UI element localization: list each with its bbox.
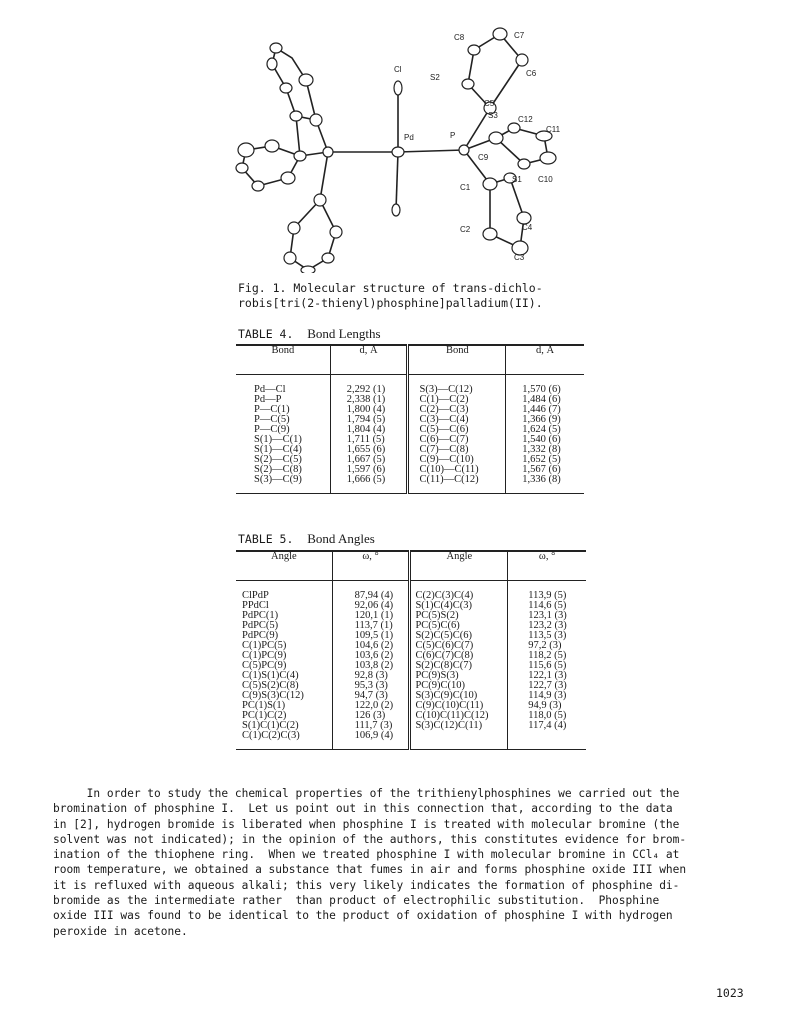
table-cell-angle-value: 114,6 (5) [528,600,567,611]
table-cell-angle: PdPC(9) [242,630,279,641]
atom-label: C8 [454,33,465,42]
table-cell-angle: C(5)S(2)C(8) [242,680,299,691]
table-cell-angle: S(2)C(8)C(7) [415,660,473,671]
table5-header: ω, ° [332,551,410,581]
table-cell-length: 1,711 (5) [346,434,385,445]
table-cell-bond: P—C(5) [254,414,290,425]
table-cell-bond: C(7)—C(8) [419,444,469,455]
table-cell-angle-value: 104,6 (2) [354,640,394,651]
table-cell-angle-value: 123,1 (3) [528,610,567,621]
atom-label: C5 [484,99,495,108]
table-cell-bond: C(9)—C(10) [419,454,474,465]
table-cell-angle-value: 94,9 (3) [528,700,562,711]
body-text-line: oxide III was found to be identical to the product of oxidation of phosphine I with hydrogen [53,909,673,923]
table-cell-angle: PC(9)S(3) [415,670,459,681]
table-cell-angle-value: 114,9 (3) [528,690,567,701]
table-cell-bond: P—C(9) [254,424,290,435]
table-cell-angle: PC(1)C(2) [242,710,287,721]
body-text-line: ination of the thiophene ring. When we treated phosphine I with molecular bromine in CCl₄ at [53,848,680,862]
table-cell-angle-value: 123,2 (3) [528,620,567,631]
table-cell-length: 1,667 (5) [346,454,386,465]
table-cell-length: 1,624 (5) [522,424,561,435]
table-cell-angle-value: 92,06 (4) [354,600,394,611]
table-cell-angle: PdPC(5) [242,620,279,631]
table-cell-bond: C(11)—C(12) [419,474,479,485]
table-cell-angle-value: 103,8 (2) [354,660,394,671]
table-cell-angle: S(1)C(4)C(3) [415,600,473,611]
table-cell-angle-value: 122,0 (2) [354,700,394,711]
table5-header: Angle [236,551,332,581]
table-cell-length: 1,484 (6) [522,394,561,405]
table-cell-bond: S(2)—C(5) [254,454,302,465]
table-cell-angle: ClPdP [242,590,269,601]
table5-header: Angle [410,551,508,581]
body-text-line: In order to study the chemical properties of the trithienylphosphines we carried out the [53,787,680,800]
table-cell-bond: S(1)—C(4) [254,444,302,455]
atom-label: C1 [460,183,471,192]
table-cell-bond: C(6)—C(7) [419,434,469,445]
table5-title: Bond Angles [307,531,375,546]
table-cell-angle: C(1)PC(5) [242,640,287,651]
table-cell-angle: PdPC(1) [242,610,279,621]
table-cell-angle-value: 117,4 (4) [528,720,567,731]
atom-label: C12 [518,115,533,124]
figure-caption-line: Fig. 1. Molecular structure of trans-dichlo- [238,281,543,295]
table-cell-angle: S(1)C(1)C(2) [242,720,299,731]
atom-label: C10 [538,175,553,184]
table4-title: Bond Lengths [307,326,381,341]
table-cell-angle: S(3)C(12)C(11) [415,720,483,731]
table-cell-angle-value: 115,6 (5) [528,660,567,671]
table-cell-angle-value: 97,2 (3) [528,640,562,651]
table4-col-values-left [330,375,408,494]
table5-col-values-left [332,581,410,750]
table-cell-length: 1,655 (6) [346,444,386,455]
table-cell-bond: C(10)—C(11) [419,464,479,475]
table-cell-angle-value: 111,7 (3) [354,720,393,731]
table-cell-length: 1,794 (5) [346,414,386,425]
body-text-line: solvent was not indicated); in the opinion of the authors, this constitutes evidence for brom- [53,832,687,846]
table-cell-bond: Pd—Cl [254,384,286,395]
table4-col-values-right [506,375,584,494]
table-cell-angle-value: 92,8 (3) [354,670,388,681]
atom-label: C2 [460,225,471,234]
molecule-drawing [228,18,568,273]
atom-label: P [450,131,456,140]
body-text-line: room temperature, we obtained a substance that fumes in air and forms phosphine oxide III when [53,863,687,877]
molecular-structure-figure [228,18,568,273]
table-cell-bond: S(3)—C(12) [419,384,473,395]
table-cell-length: 1,567 (6) [522,464,561,475]
body-text-line: in [2], hydrogen bromide is liberated when phosphine I is treated with molecular bromine (the [53,817,680,831]
atom-label: C7 [514,31,525,40]
figure-caption-line: robis[tri(2-thienyl)phosphine]palladium(II). [238,296,543,310]
table-cell-bond: C(2)—C(3) [419,404,469,415]
table4-header: d, Å [330,345,408,375]
table-cell-angle-value: 113,5 (3) [528,630,567,641]
table-cell-length: 1,446 (7) [522,404,561,415]
table-cell-length: 2,292 (1) [346,384,386,395]
body-text-line: bromination of phosphine I. Let us point out in this connection that, according to the data [53,802,673,816]
table-cell-bond: P—C(1) [254,404,290,415]
table4-header: Bond [408,345,506,375]
body-paragraph [53,786,753,939]
bond-lengths-table [236,344,584,494]
table-cell-angle-value: 106,9 (4) [354,730,394,741]
atom-label: C11 [546,125,561,134]
table-cell-angle-value: 118,2 (5) [528,650,567,661]
table-cell-length: 1,804 (4) [346,424,386,435]
atom-label: S2 [430,73,440,82]
table-cell-angle: PC(5)C(6) [415,620,460,631]
table-cell-length: 1,597 (6) [346,464,386,475]
table-cell-length: 1,652 (5) [522,454,561,465]
table-cell-angle-value: 113,7 (1) [354,620,393,631]
table-cell-angle-value: 122,1 (3) [528,670,567,681]
page-number: 1023 [716,986,744,1000]
table-cell-angle: PC(1)S(1) [242,700,286,711]
table-cell-angle: C(1)S(1)C(4) [242,670,299,681]
atom-label: C4 [522,223,533,232]
table-cell-angle-value: 126 (3) [354,710,386,721]
table-cell-length: 1,800 (4) [346,404,386,415]
table-cell-angle: C(5)C(6)C(7) [415,640,474,651]
table5-caption [238,531,375,547]
table-cell-angle: C(5)PC(9) [242,660,287,671]
table-cell-angle-value: 113,9 (5) [528,590,567,601]
table-cell-bond: C(1)—C(2) [419,394,469,405]
table5-col-values-right [508,581,586,750]
table5-header: ω, ° [538,551,556,562]
bond-angles-table [236,550,586,750]
table-cell-angle: C(6)C(7)C(8) [415,650,474,661]
table-cell-angle: C(2)C(3)C(4) [415,590,474,601]
table-cell-angle: C(10)C(11)C(12) [415,710,489,721]
table-cell-angle: C(1)C(2)C(3) [242,730,300,741]
table-cell-length: 2,338 (1) [346,394,386,405]
table5-col-angles-left [236,581,332,750]
table-cell-angle: PPdCl [242,600,269,611]
table-cell-angle: S(3)C(9)C(10) [415,690,478,701]
body-text-line: peroxide in acetone. [53,924,188,938]
figure-caption [238,281,588,311]
table-cell-angle-value: 120,1 (1) [354,610,394,621]
table-cell-angle-value: 118,0 (5) [528,710,567,721]
table-cell-angle-value: 87,94 (4) [354,590,394,601]
atom-label: S3 [488,111,498,120]
table-cell-angle: S(2)C(5)C(6) [415,630,473,641]
atom-label: C9 [478,153,489,162]
table4-number: TABLE 4. [238,327,294,341]
table-cell-bond: S(3)—C(9) [254,474,302,485]
table5-number: TABLE 5. [238,532,294,546]
table-cell-length: 1,540 (6) [522,434,561,445]
table-cell-angle-value: 94,7 (3) [354,690,388,701]
table-cell-angle: PC(5)S(2) [415,610,459,621]
table5-col-angles-right [410,581,508,750]
table4-header: d, Å [536,345,555,356]
table-cell-bond: S(1)—C(1) [254,434,302,445]
table-cell-length: 1,336 (8) [522,474,561,485]
table-cell-angle: C(1)PC(9) [242,650,287,661]
table-cell-bond: C(5)—C(6) [419,424,469,435]
table-cell-angle-value: 109,5 (1) [354,630,394,641]
atom-label: S1 [512,175,522,184]
table4-col-bonds-right [408,375,506,494]
table-cell-angle: PC(9)C(10) [415,680,466,691]
body-text-line: bromide as the intermediate rather than product of electrophilic substitution. Phosphine [53,894,660,908]
atom-label: Cl [394,65,402,74]
table-cell-bond: S(2)—C(8) [254,464,302,475]
table-cell-angle-value: 95,3 (3) [354,680,388,691]
table-cell-length: 1,570 (6) [522,384,561,395]
atom-label: C6 [526,69,537,78]
table-cell-length: 1,332 (8) [522,444,561,455]
table-cell-length: 1,666 (5) [346,474,386,485]
table4-caption [238,326,381,342]
table-cell-angle: C(9)S(3)C(12) [242,690,304,701]
atom-label: C3 [514,253,525,262]
table-cell-bond: C(3)—C(4) [419,414,469,425]
table-cell-bond: Pd—P [254,394,282,405]
table4-header: Bond [236,345,330,375]
table-cell-angle-value: 122,7 (3) [528,680,567,691]
table-cell-angle: C(9)C(10)C(11) [415,700,484,711]
table4-col-bonds-left [236,375,330,494]
body-text-line: it is refluxed with aqueous alkali; this very likely indicates the formation of phosphine di- [53,878,680,892]
table-cell-length: 1,366 (9) [522,414,561,425]
table-cell-angle-value: 103,6 (2) [354,650,394,661]
atom-label: Pd [404,133,414,142]
